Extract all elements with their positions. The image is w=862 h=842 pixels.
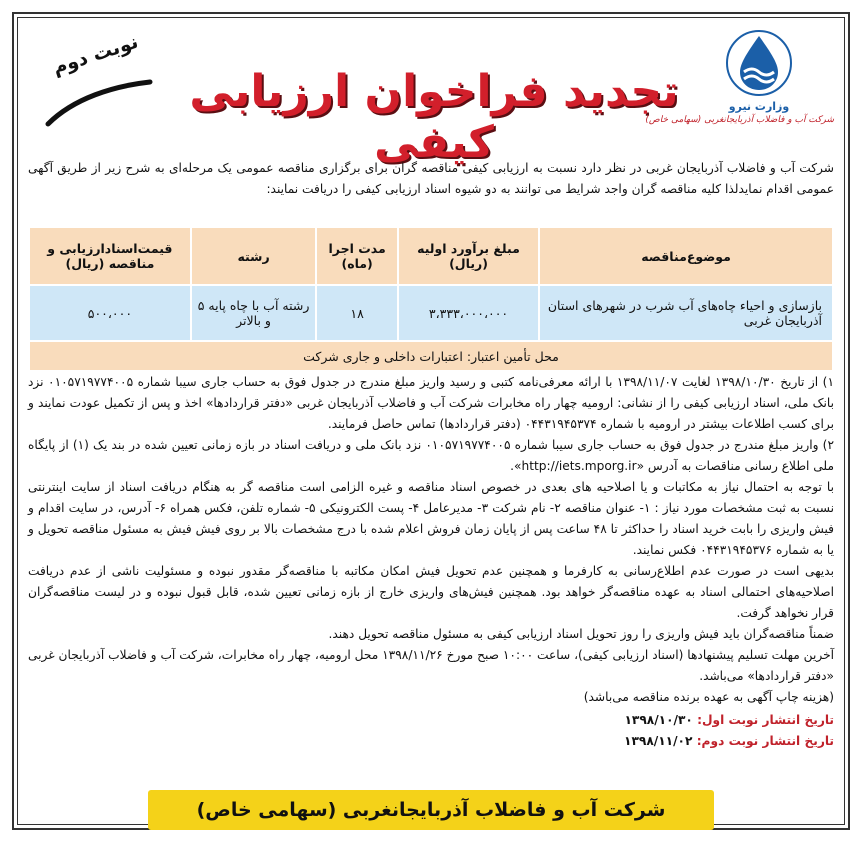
water-drop-logo-icon — [724, 28, 794, 98]
publication-dates — [28, 710, 834, 752]
first-date-label: تاریخ انتشار نوبت اول: — [697, 713, 834, 727]
company-logo — [645, 28, 834, 154]
header-price: قیمت‌اسناد‌ارزیابی و مناقصه (ریال) — [29, 227, 191, 285]
cell-estimate: ۳،۳۳۳،۰۰۰،۰۰۰ — [398, 285, 539, 341]
header — [24, 22, 838, 168]
paragraph-5: ضمناً مناقصه‌گران باید فیش واریزی را روز تحویل اسناد ارزیابی کیفی به مسئول مناقصه تحویل دهند. — [328, 627, 834, 641]
paragraph-4: بدیهی است در صورت عدم اطلاع‌رسانی به کارفرما و همچنین عدم تحویل فیش امکان مکاتبه با مناقصه‌گر مقدور نبوده و مسئولیت ناشی از عدم دریافت اصلاحیه‌های احتمالی اسناد به عهده مناقصه‌گر خواهد بود. همچنین فیش‌های واریزی خارج از بازه زمانی تعیین شده، قابل قبول نبوده و در لیست مناقصه‌گران قرار نخواهد گرفت. — [28, 564, 834, 620]
table-row — [29, 285, 833, 341]
cell-subject: بازسازی و احیاء چاه‌های آب شرب در شهرهای استان آذربایجان غربی — [539, 285, 833, 341]
header-field: رشته — [191, 227, 317, 285]
second-date-label: تاریخ انتشار نوبت دوم: — [696, 734, 834, 748]
cell-duration: ۱۸ — [316, 285, 398, 341]
notice-body — [28, 372, 834, 752]
second-publication-date — [28, 731, 834, 752]
tender-table — [28, 226, 834, 372]
footer-company-banner: شرکت آب و فاضلاب آذربایجانغربی (سهامی خاص) — [148, 790, 714, 830]
funding-cell: محل تأمین اعتبار: اعتبارات داخلی و جاری شرکت — [29, 341, 833, 371]
first-date-value: ۱۳۹۸/۱۰/۳۰ — [624, 713, 693, 727]
page-title: تجدید فراخوان ارزیابی کیفی — [189, 66, 679, 168]
cell-field: رشته آب با چاه پایه ۵ و بالاتر — [191, 285, 317, 341]
logo-company-name: شرکت آب و فاضلاب آذربایجانغربی (سهامی خاص) — [645, 115, 834, 125]
swoosh-icon — [44, 78, 154, 128]
round-label: نوبت دوم — [50, 30, 141, 79]
ministry-name: وزارت نیرو — [728, 100, 790, 113]
paragraph-3: با توجه به احتمال نیاز به مکاتبات و یا اصلاحیه های بعدی در خصوص اسناد مناقصه و غیره الزامی است مناقصه گر به هنگام دریافت اسناد از سایت اینترنتی نسبت به ثبت مشخصات مورد نیاز : ۱- عنوان مناقصه ۲- نام شرکت ۳- مدیرعامل ۴- پست الکترونیکی ۵- شماره تلفن، فکس همراه ۶- آدرس، در سایت اقدام و فیش واریزی را بابت خرید اسناد را حداکثر تا ۴۸ ساعت پس از پایان زمان فروش اعلام شده با درج مشخصات بالا بر روی فیش فیش به مسئول مناقصه تحویل و یا به شماره ۰۴۴۳۱۹۴۵۳۷۶ فکس نمایند. — [28, 480, 835, 557]
intro-paragraph: شرکت آب و فاضلاب آذربایجان غربی در نظر دارد نسبت به ارزیابی کیفی مناقصه گران برای برگزاری مناقصه عمومی یک مرحله‌ای به شرح زیر از طریق آگهی عمومی اقدام نمایدلذا کلیه مناقصه گران واجد شرایط می توانند به دو شیوه اسناد ارزیابی کیفی را دریافت نمایند: — [28, 161, 834, 196]
paragraph-1: ۱) از تاریخ ۱۳۹۸/۱۰/۳۰ لغایت ۱۳۹۸/۱۱/۰۷ با ارائه معرفی‌نامه کتبی و رسید واریز مبلغ مندرج در جدول فوق به حساب جاری سیبا شماره ۰۱۰۵۷۱۹۷۷۴۰۰۵ نزد بانک ملی، اسناد ارزیابی کیفی را از نشانی: ارومیه چهار راه مخابرات شرکت آب و فاضلاب آذربایجان غربی «دفتر قراردادها» اخذ و پس از تکمیل عودت نمایند و برای کسب اطلاعات بیشتر در ارومیه با شماره ۰۴۴۳۱۹۴۵۳۷۴ (دفتر قراردادها) تماس حاصل فرمایند. — [28, 375, 834, 431]
second-date-value: ۱۳۹۸/۱۱/۰۲ — [624, 734, 693, 748]
first-publication-date — [28, 710, 834, 731]
header-estimate: مبلغ برآورد اولیه (ریال) — [398, 227, 539, 285]
table-header-row — [29, 227, 833, 285]
funding-row — [29, 341, 833, 371]
header-duration: مدت اجرا (ماه) — [316, 227, 398, 285]
paragraph-2: ۲) واریز مبلغ مندرج در جدول فوق به حساب جاری سیبا شماره ۰۱۰۵۷۱۹۷۷۴۰۰۵ نزد بانک ملی و دریافت اسناد در بازه زمانی تعیین شده در بند یک (۱) از پایگاه ملی اطلاع رسانی مناقصات به آدرس «http://iets.mporg.ir». — [28, 438, 834, 473]
cell-price: ۵۰۰،۰۰۰ — [29, 285, 191, 341]
paragraph-7: (هزینه چاپ آگهی به عهده برنده مناقصه می‌باشد) — [583, 690, 834, 704]
header-subject: موضوع‌مناقصه — [539, 227, 833, 285]
paragraph-6: آخرین مهلت تسلیم پیشنهادها (اسناد ارزیابی کیفی)، ساعت ۱۰:۰۰ صبح مورخ ۱۳۹۸/۱۱/۲۶ محل ارومیه، چهار راه مخابرات، شرکت آب و فاضلاب آذربایجان غربی «دفتر قراردادها» می‌باشد. — [28, 648, 834, 683]
